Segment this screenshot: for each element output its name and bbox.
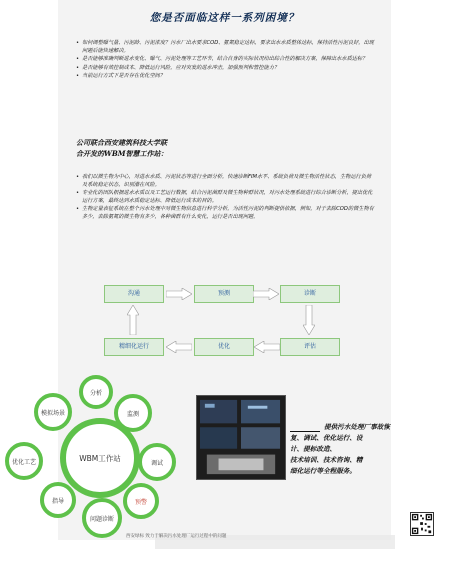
arrow-left-icon <box>166 341 192 353</box>
workstation-photo <box>196 395 286 480</box>
services-line: 计、提标改造、 <box>290 445 337 453</box>
wheel-node-debug: 调试 <box>138 443 176 481</box>
footer-text: 西安绿标 致力于解决污水处理厂运行过程中的问题 <box>126 534 227 539</box>
services-line: 技术培训、技术咨询、精 <box>290 456 363 464</box>
services-line: 提供污水处理厂事故恢 <box>324 423 390 431</box>
wheel-node-diagnosis: 问题诊断 <box>82 498 122 538</box>
section-heading-line2: 合开发的WBM智慧工作站： <box>76 149 168 158</box>
solution-item: • 专业化的团队根据进水水质以及工艺运行数据，结合污泥菌群及微生物种群状况，对污水处理系统进行综合诊断分析，提出优化运行方案，最终达到水质稳定达标、降低运行成本的目的。 <box>76 190 376 205</box>
wheel-node-process-optimize: 优化工艺 <box>5 442 43 480</box>
services-line: 复、调试、优化运行、设 <box>290 434 363 442</box>
wheel-node-monitor: 监测 <box>114 394 152 432</box>
problem-list <box>76 40 376 82</box>
problem-item: • 如何调整曝气量、污泥龄、污泥浓度？污水厂出水要求COD、氨氮稳定达标，要求出水水质整体达标，保持活性污泥良好，出现问题后能快速解决。 <box>76 40 376 55</box>
wheel-node-simulation: 模拟场景 <box>34 393 72 431</box>
flow-step-refined-operation: 精细化运行 <box>104 338 164 356</box>
wbm-hub: WBM工作站 <box>60 418 140 498</box>
section-heading <box>76 137 376 159</box>
arrow-left-icon <box>254 341 280 353</box>
flow-step-predict: 预测 <box>194 285 254 303</box>
section-heading-line1: 公司联合西安建筑科技大学联 <box>76 138 167 147</box>
arrow-down-icon <box>303 305 315 335</box>
wheel-node-analysis: 分析 <box>79 375 113 409</box>
arrow-right-icon <box>166 288 192 300</box>
wheel-node-warning: 预警 <box>123 483 159 519</box>
solution-item: • 生物定量表征系统在整个污水处理中对微生物信息进行科学分析，为活性污泥的判断提供依据，例如，对于去除COD的微生物有多少，去除氨氮的微生物有多少，各种菌群有什么变化，运行是否出现问题。 <box>76 206 376 221</box>
arrow-up-icon <box>127 305 139 335</box>
qr-code-icon <box>410 512 434 536</box>
services-line: 细化运行等全程服务。 <box>290 467 356 475</box>
arrow-right-icon <box>253 288 279 300</box>
solution-item: • 我们以微生物为中心，对进水水质、污泥状态等进行全面分析，快速诊断FIM水平、系统负荷及微生物活性状态，生物运行负荷及系统稳定状态，识别潜在风险。 <box>76 174 376 189</box>
services-text <box>290 422 425 477</box>
problem-item: • 是否能够有效控制成本、降低运行风险，应对突发的进水冲击，加强预判和管控能力？ <box>76 65 376 73</box>
solution-list <box>76 174 376 222</box>
problem-item: • 是否能够准确判断进水变化、曝气、污泥处理等工艺环节，结合自身的实际状况给出综合性的解决方案，保障出水水质达标？ <box>76 56 376 64</box>
flow-step-communicate: 沟通 <box>104 285 164 303</box>
problem-item: • 当前运行方式下是否存在优化空间？ <box>76 73 376 81</box>
flow-step-optimize: 优化 <box>194 338 254 356</box>
flow-step-evaluate: 评估 <box>280 338 340 356</box>
flow-step-diagnose: 诊断 <box>280 285 340 303</box>
page-title: 您是否面临这样一系列困境？ <box>149 12 300 24</box>
wheel-node-guidance: 指导 <box>40 482 76 518</box>
